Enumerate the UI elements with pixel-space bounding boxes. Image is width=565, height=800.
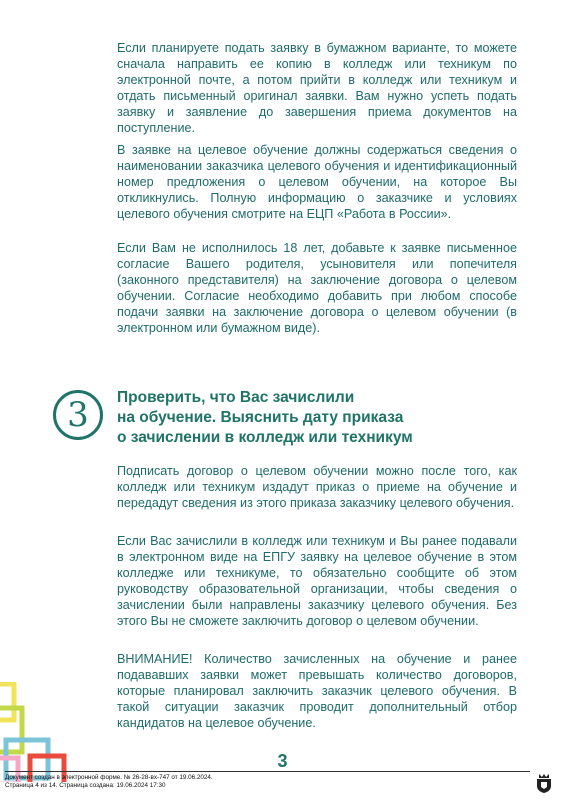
- step-number: 3: [67, 395, 89, 435]
- paragraph-paper-application: Если планируете подать заявку в бумажном варианте, то можете сначала направить ее копию в колледж или техникум по электронной почте, а потом прийти в колледж или техникум и отдать письменный оригинал заявки. Вам нужно успеть подать заявку и заявление до завершения приема документов на поступление.: [117, 41, 517, 135]
- step-heading-line-3: о зачислении в колледж или техникум: [117, 429, 413, 446]
- footer-document-info: Документ создан в электронной форме. № 26-28-вх-747 от 19.06.2024.: [5, 774, 213, 781]
- paragraph-parental-consent: Если Вам не исполнилось 18 лет, добавьте к заявке письменное согласие Вашего родителя, усыновителя или попечителя (законного представителя) на заключение договора о целевом обучении. Согласие необходимо добавить при любом способе подачи заявки на заключение договора о целевом обучении (в электронном или бумажном виде).: [117, 241, 517, 335]
- paragraph-sign-contract: Подписать договор о целевом обучении можно после того, как колледж или техникум издадут приказ о приеме на обучение и передадут сведения из этого приказа заказчику целевого обучения.: [117, 464, 517, 510]
- coat-of-arms-icon: [535, 772, 553, 794]
- paragraph-attention: ВНИМАНИЕ! Количество зачисленных на обучение и ранее подававших заявки может превышать количество договоров, которые планировал заключить заказчик целевого обучения. В такой ситуации заказчик проводит дополнительный отбор кандидатов на целевое обучение.: [117, 652, 517, 730]
- paragraph-enrolled-notify: Если Вас зачислили в колледж или техникум и Вы ранее подавали в электронном виде на ЕПГУ заявку на целевое обучение в этом колледже или техникуме, то обязательно сообщите об этом руководству образовательной организации, чтобы сведения о зачислении были направлены заказчику целевого обучения. Без этого Вы не сможете заключить договор о целевом обучении.: [117, 534, 517, 628]
- page-number: 3: [277, 751, 288, 771]
- step-number-badge: [53, 390, 103, 440]
- step-heading: [117, 388, 517, 448]
- step-heading-line-1: Проверить, что Вас зачислили: [117, 389, 355, 406]
- paragraph-application-content: В заявке на целевое обучение должны содержаться сведения о наименовании заказчика целевого обучения и идентификационный номер предложения о целевом обучении, на которое Вы откликнулись. Полную информацию о заказчике и условиях целевого обучения смотрите на ЕЦП «Работа в России».: [117, 143, 517, 221]
- footer-divider: [5, 771, 530, 772]
- step-heading-line-2: на обучение. Выяснить дату приказа: [117, 409, 404, 426]
- footer-page-info: Страница 4 из 14. Страница создана: 19.06.2024 17:30: [5, 782, 166, 789]
